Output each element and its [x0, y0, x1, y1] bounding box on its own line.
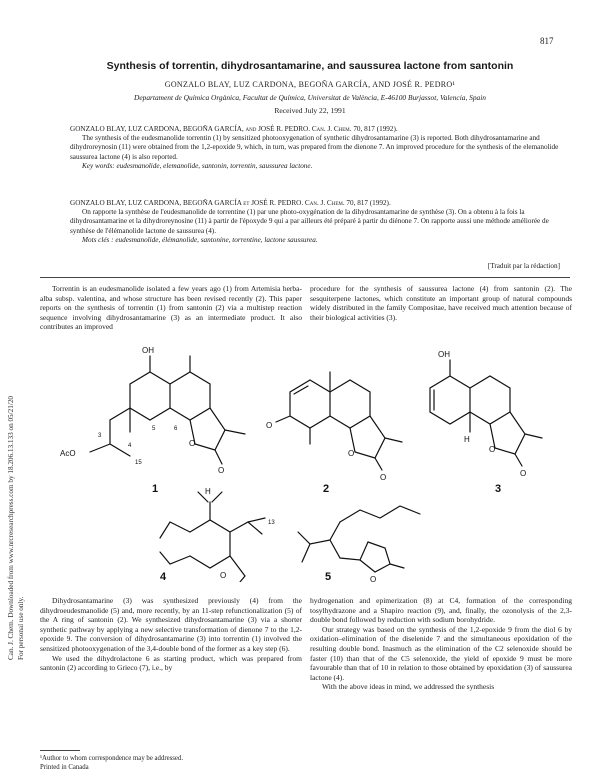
label-h: H: [205, 487, 211, 496]
abstract-fr-body: On rapporte la synthèse de l'eudesmanolide de torrentine (1) par une photo-oxygénation de la dihydrosantamarine de synthèse (3). On a obtenu à la fois la dihydrosantamarine et la dihydroreynosine (11) à partir de l'époxyde 9 qui a par ailleurs été préparé à partir du diénone 7. On rapporte aussi une méthode améliorée de synthèse de l'élémanolide lactone de saussurea (4).: [70, 208, 549, 235]
footnote-printed: Printed in Canada: [40, 763, 89, 771]
locant-5: 5: [152, 426, 156, 432]
locant-3: 3: [98, 433, 102, 439]
locant-6: 6: [174, 426, 178, 432]
author-list: GONZALO BLAY, LUZ CARDONA, BEGOÑA GARCÍA, AND JOSÉ R. PEDRO¹: [164, 80, 456, 89]
abstract-french: [70, 199, 560, 245]
abstract-en-keywords: Key words: eudesmanolide, elemanolide, santonin, torrentin, saussurea lactone.: [82, 161, 313, 170]
body-top-right-column: [310, 284, 572, 322]
abstract-en-body: The synthesis of the eudesmanolide torrentin (1) by sensitized photooxygenation of synthetic dihydrosantamarine (3) is reported. Both dihydrosantamarine and dihydroreynosin (11) were obtained from the 1,2-epoxide 9, which, in turn, was prepared from the dienone 7. An improved procedure for the synthesis of the elemanolide saussurea lactone (4) is also reported.: [70, 134, 559, 161]
received-date: Received July 22, 1991: [274, 106, 346, 115]
label-o: O: [348, 449, 355, 458]
paragraph-strategy: Our strategy was based on the synthesis of the 1,2-epoxide 9 from the diol 6 by oxidation–elimination of the diselenide 7 and the simultaneous epoxidation of the resulting double bond. Inasmuch as the elimination of the C2 selenoxide should be faster (10) than that of the C5 selenoxide, the yield of epoxide 9 must be more favourable than that of 10 in relation to those obtained by epoxidation (3) of saussurea lactone (4).: [310, 624, 572, 682]
label-o: O: [218, 466, 225, 475]
label-o: O: [370, 575, 377, 582]
article-title: Synthesis of torrentin, dihydrosantamarine, and saussurea lactone from santonin: [106, 60, 514, 72]
compound-number-3: 3: [495, 483, 502, 495]
body-top-left-column: [40, 284, 302, 332]
paragraph-dihydrosantamarine: Dihydrosantamarine (3) was synthesized previously (4) from the dihydroeudesmanolide (5) and, more recently, by an 11-step refunctionalization (5) of the A ring of santonin (2). We synthesized dihydrosantamarine (3) via a shorter synthetic pathway by applying a new selective transformation of dienone 7 to the 1,2-epoxide 9. The conversion of dihydrosantamarine (3) into torrentin (1) involved the sensitized photooxygenation of the 3,4-double bond of the former as a key step (6).: [40, 596, 302, 653]
paragraph-intro-continued: procedure for the synthesis of saussurea lactone (4) from santonin (2). The sesquiterpene lactones, which constitute an important group of natural compounds widely distributed in the family Compositae, have received much attention because of their biological activities (3).: [310, 284, 572, 322]
label-aco: AcO: [60, 449, 76, 458]
paragraph-hydrogenation: hydrogenation and epimerization (8) at C4, formation of the corresponding tosylhydrazone and a Shapiro reaction (9), and, finally, the ozonolysis of the 2,3-double bond followed by reduction with sodium borohydride.: [310, 596, 572, 625]
label-o: O: [266, 421, 273, 430]
page-number: 817: [540, 36, 554, 46]
chemical-structures-figure: [40, 342, 570, 582]
paragraph-starting-product: We used the dihydrolactone 6 as starting product, which was prepared from santonin (2) according to Grieco (7), i.e., by: [40, 653, 302, 673]
translation-note: [Traduit par la rédaction]: [487, 262, 560, 270]
body-bottom-left-column: [40, 596, 302, 673]
body-bottom-right-column: [310, 596, 572, 692]
paragraph-synthesis-start: With the above ideas in mind, we addressed the synthesis: [322, 682, 495, 692]
abstract-fr-keywords: Mots clés : eudesmanolide, élémanolide, santonine, torrentine, lactone saussurea.: [82, 235, 318, 244]
label-o: O: [380, 473, 387, 482]
label-oh: OH: [438, 350, 450, 359]
side-note-line2: For personal use only.: [17, 596, 25, 660]
label-o: O: [489, 445, 496, 454]
paragraph-intro: Torrentin is an eudesmanolide isolated a few years ago (1) from Artemisia herba-alba subsp. valentina, and whose structure has been revised recently (2). This paper reports on the synthesis of torrentin (1) from santonin (2) via a multistep reaction sequence involving dihydrosantamarine (3) as an intermediate product. It also contributes an improved: [40, 284, 302, 332]
footnote: [40, 750, 302, 772]
label-h: H: [464, 435, 470, 444]
structure-compound-2: [266, 372, 402, 495]
locant-13: 13: [268, 520, 275, 526]
locant-4: 4: [128, 443, 132, 449]
abstract-fr-citation: GONZALO BLAY, LUZ CARDONA, BEGOÑA GARCÍA et JOSÉ R. PEDRO. Can. J. Chem. 70, 817 (1992).: [70, 199, 391, 207]
label-o: O: [520, 469, 527, 478]
footnote-author: ¹Author to whom correspondence may be addressed.: [40, 755, 184, 762]
compound-number-1: 1: [152, 483, 159, 495]
abstract-english: [70, 125, 560, 171]
compound-number-2: 2: [323, 483, 330, 495]
compound-number-5: 5: [325, 571, 332, 582]
footnote-rule: [40, 750, 80, 751]
structure-compound-4: [160, 487, 275, 582]
label-o: O: [220, 571, 227, 580]
download-side-note: [6, 180, 28, 660]
label-o: O: [189, 439, 196, 448]
locant-15: 15: [135, 460, 142, 466]
label-oh: OH: [142, 346, 154, 355]
compound-number-4: 4: [160, 571, 167, 582]
abstract-en-citation: GONZALO BLAY, LUZ CARDONA, BEGOÑA GARCÍA, and JOSÉ R. PEDRO. Can. J. Chem. 70, 817 (1992).: [70, 125, 398, 133]
structure-compound-5: [298, 506, 420, 582]
side-note-line1: Can. J. Chem. Downloaded from www.nrcresearchpress.com by 18.206.13.133 on 05/21/20: [7, 395, 15, 660]
section-divider: [40, 277, 570, 278]
structure-compound-3: [430, 350, 542, 495]
affiliation: Departament de Química Orgànica, Facultat de Química, Universitat de València, E-46100 Burjassot, Valencia, Spain: [134, 93, 486, 102]
structure-compound-1: [60, 346, 245, 495]
